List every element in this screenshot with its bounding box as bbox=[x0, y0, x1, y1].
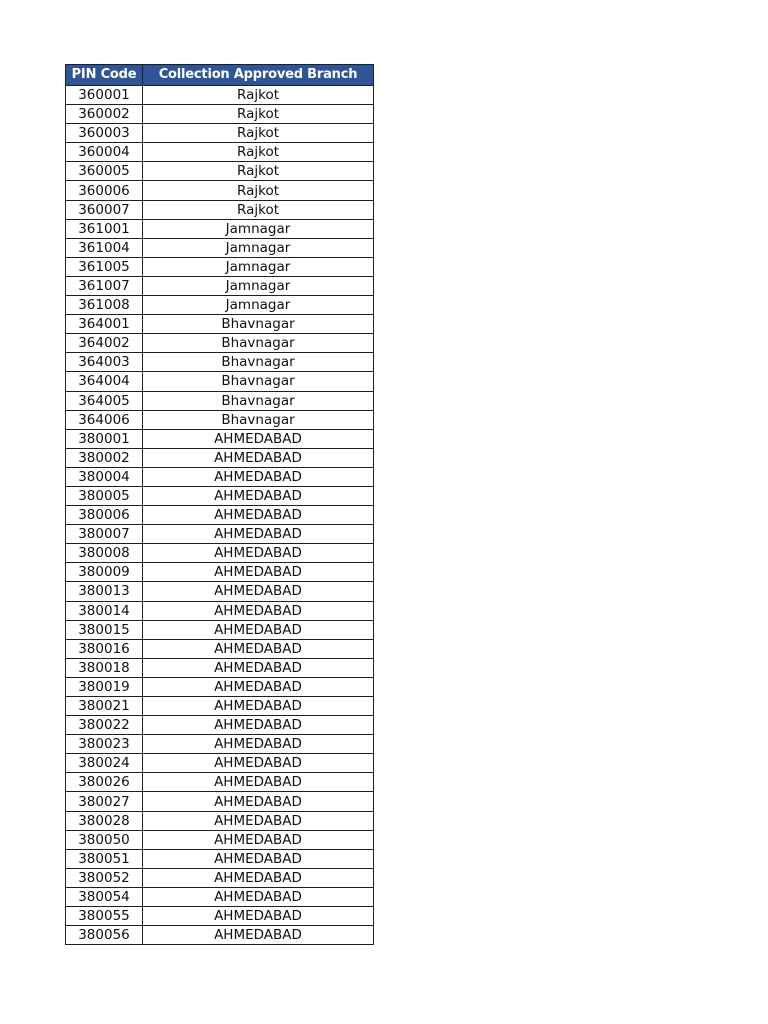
branch-cell: AHMEDABAD bbox=[143, 486, 374, 505]
branch-cell: AHMEDABAD bbox=[143, 754, 374, 773]
pin-code-cell: 380055 bbox=[66, 907, 143, 926]
pin-code-cell: 361004 bbox=[66, 238, 143, 257]
table-row bbox=[66, 124, 374, 143]
table-row bbox=[66, 506, 374, 525]
table-row bbox=[66, 868, 374, 887]
pin-code-cell: 364004 bbox=[66, 372, 143, 391]
table-row bbox=[66, 811, 374, 830]
table-row bbox=[66, 830, 374, 849]
pin-code-cell: 364002 bbox=[66, 334, 143, 353]
table-row bbox=[66, 773, 374, 792]
table-row bbox=[66, 467, 374, 486]
table-row bbox=[66, 887, 374, 906]
branch-cell: Rajkot bbox=[143, 86, 374, 105]
table-row bbox=[66, 86, 374, 105]
branch-cell: AHMEDABAD bbox=[143, 582, 374, 601]
pin-code-table bbox=[65, 64, 374, 945]
pin-code-cell: 360002 bbox=[66, 105, 143, 124]
table-row bbox=[66, 697, 374, 716]
pin-code-cell: 361007 bbox=[66, 276, 143, 295]
branch-cell: AHMEDABAD bbox=[143, 429, 374, 448]
table-row bbox=[66, 601, 374, 620]
pin-code-cell: 380021 bbox=[66, 697, 143, 716]
pin-code-cell: 380019 bbox=[66, 677, 143, 696]
branch-cell: AHMEDABAD bbox=[143, 448, 374, 467]
table-row bbox=[66, 792, 374, 811]
pin-code-cell: 361005 bbox=[66, 257, 143, 276]
table-row bbox=[66, 448, 374, 467]
branch-cell: AHMEDABAD bbox=[143, 830, 374, 849]
pin-code-cell: 380014 bbox=[66, 601, 143, 620]
pin-code-cell: 380052 bbox=[66, 868, 143, 887]
pin-code-cell: 380009 bbox=[66, 563, 143, 582]
table-row bbox=[66, 658, 374, 677]
pin-code-cell: 380024 bbox=[66, 754, 143, 773]
pin-code-cell: 364006 bbox=[66, 410, 143, 429]
branch-cell: Rajkot bbox=[143, 143, 374, 162]
pin-code-cell: 361001 bbox=[66, 219, 143, 238]
pin-code-cell: 380018 bbox=[66, 658, 143, 677]
branch-cell: Jamnagar bbox=[143, 257, 374, 276]
table-row bbox=[66, 735, 374, 754]
pin-code-cell: 364001 bbox=[66, 315, 143, 334]
table-row bbox=[66, 544, 374, 563]
header-pin-code: PIN Code bbox=[66, 65, 143, 86]
table-row bbox=[66, 315, 374, 334]
branch-cell: AHMEDABAD bbox=[143, 544, 374, 563]
branch-cell: AHMEDABAD bbox=[143, 849, 374, 868]
branch-cell: AHMEDABAD bbox=[143, 926, 374, 945]
branch-cell: Rajkot bbox=[143, 200, 374, 219]
pin-code-cell: 360001 bbox=[66, 86, 143, 105]
pin-code-cell: 364003 bbox=[66, 353, 143, 372]
branch-cell: AHMEDABAD bbox=[143, 658, 374, 677]
pin-code-cell: 360003 bbox=[66, 124, 143, 143]
table-row bbox=[66, 219, 374, 238]
table-row bbox=[66, 525, 374, 544]
header-row bbox=[66, 65, 374, 86]
branch-cell: AHMEDABAD bbox=[143, 811, 374, 830]
table-row bbox=[66, 200, 374, 219]
branch-cell: Jamnagar bbox=[143, 238, 374, 257]
branch-cell: Jamnagar bbox=[143, 276, 374, 295]
table-body bbox=[66, 86, 374, 945]
header-collection-approved-branch: Collection Approved Branch bbox=[143, 65, 374, 86]
pin-code-cell: 380027 bbox=[66, 792, 143, 811]
table-row bbox=[66, 754, 374, 773]
table-row bbox=[66, 582, 374, 601]
table-row bbox=[66, 410, 374, 429]
pin-code-cell: 361008 bbox=[66, 296, 143, 315]
pin-code-cell: 380050 bbox=[66, 830, 143, 849]
branch-cell: AHMEDABAD bbox=[143, 868, 374, 887]
branch-cell: AHMEDABAD bbox=[143, 525, 374, 544]
table-row bbox=[66, 429, 374, 448]
pin-code-cell: 380008 bbox=[66, 544, 143, 563]
table-row bbox=[66, 143, 374, 162]
branch-cell: AHMEDABAD bbox=[143, 697, 374, 716]
branch-cell: AHMEDABAD bbox=[143, 563, 374, 582]
table-row bbox=[66, 391, 374, 410]
pin-code-cell: 380002 bbox=[66, 448, 143, 467]
branch-cell: Rajkot bbox=[143, 124, 374, 143]
table-row bbox=[66, 353, 374, 372]
pin-code-cell: 364005 bbox=[66, 391, 143, 410]
branch-cell: Rajkot bbox=[143, 105, 374, 124]
table-row bbox=[66, 486, 374, 505]
branch-cell: AHMEDABAD bbox=[143, 887, 374, 906]
pin-code-cell: 380006 bbox=[66, 506, 143, 525]
table-row bbox=[66, 620, 374, 639]
table-row bbox=[66, 677, 374, 696]
pin-code-cell: 380016 bbox=[66, 639, 143, 658]
pin-code-cell: 360005 bbox=[66, 162, 143, 181]
branch-cell: Bhavnagar bbox=[143, 410, 374, 429]
branch-cell: AHMEDABAD bbox=[143, 639, 374, 658]
branch-cell: AHMEDABAD bbox=[143, 735, 374, 754]
table-row bbox=[66, 238, 374, 257]
table-row bbox=[66, 372, 374, 391]
table-row bbox=[66, 639, 374, 658]
pin-code-cell: 360007 bbox=[66, 200, 143, 219]
branch-cell: AHMEDABAD bbox=[143, 467, 374, 486]
branch-cell: AHMEDABAD bbox=[143, 907, 374, 926]
pin-code-cell: 380051 bbox=[66, 849, 143, 868]
branch-cell: Bhavnagar bbox=[143, 315, 374, 334]
branch-cell: Bhavnagar bbox=[143, 372, 374, 391]
branch-cell: AHMEDABAD bbox=[143, 773, 374, 792]
branch-cell: Bhavnagar bbox=[143, 334, 374, 353]
pin-code-cell: 380056 bbox=[66, 926, 143, 945]
branch-cell: AHMEDABAD bbox=[143, 620, 374, 639]
table-row bbox=[66, 563, 374, 582]
branch-cell: Bhavnagar bbox=[143, 353, 374, 372]
pin-code-cell: 380004 bbox=[66, 467, 143, 486]
pin-code-cell: 380013 bbox=[66, 582, 143, 601]
pin-code-cell: 380023 bbox=[66, 735, 143, 754]
table-row bbox=[66, 276, 374, 295]
branch-cell: AHMEDABAD bbox=[143, 506, 374, 525]
table-row bbox=[66, 849, 374, 868]
table-row bbox=[66, 296, 374, 315]
branch-cell: AHMEDABAD bbox=[143, 677, 374, 696]
pin-code-cell: 360004 bbox=[66, 143, 143, 162]
pin-code-cell: 380054 bbox=[66, 887, 143, 906]
branch-cell: AHMEDABAD bbox=[143, 601, 374, 620]
branch-cell: AHMEDABAD bbox=[143, 716, 374, 735]
pin-code-cell: 380001 bbox=[66, 429, 143, 448]
pin-code-cell: 380026 bbox=[66, 773, 143, 792]
branch-cell: Jamnagar bbox=[143, 219, 374, 238]
branch-cell: Jamnagar bbox=[143, 296, 374, 315]
pin-code-cell: 380007 bbox=[66, 525, 143, 544]
table-row bbox=[66, 162, 374, 181]
table-header bbox=[66, 65, 374, 86]
table-row bbox=[66, 907, 374, 926]
table-row bbox=[66, 926, 374, 945]
table-row bbox=[66, 257, 374, 276]
table-row bbox=[66, 181, 374, 200]
table-row bbox=[66, 334, 374, 353]
pin-code-cell: 380028 bbox=[66, 811, 143, 830]
branch-cell: Rajkot bbox=[143, 181, 374, 200]
spreadsheet-page bbox=[65, 64, 374, 945]
pin-code-cell: 380015 bbox=[66, 620, 143, 639]
pin-code-cell: 380005 bbox=[66, 486, 143, 505]
branch-cell: Rajkot bbox=[143, 162, 374, 181]
pin-code-cell: 360006 bbox=[66, 181, 143, 200]
pin-code-cell: 380022 bbox=[66, 716, 143, 735]
table-row bbox=[66, 105, 374, 124]
branch-cell: Bhavnagar bbox=[143, 391, 374, 410]
table-row bbox=[66, 716, 374, 735]
branch-cell: AHMEDABAD bbox=[143, 792, 374, 811]
